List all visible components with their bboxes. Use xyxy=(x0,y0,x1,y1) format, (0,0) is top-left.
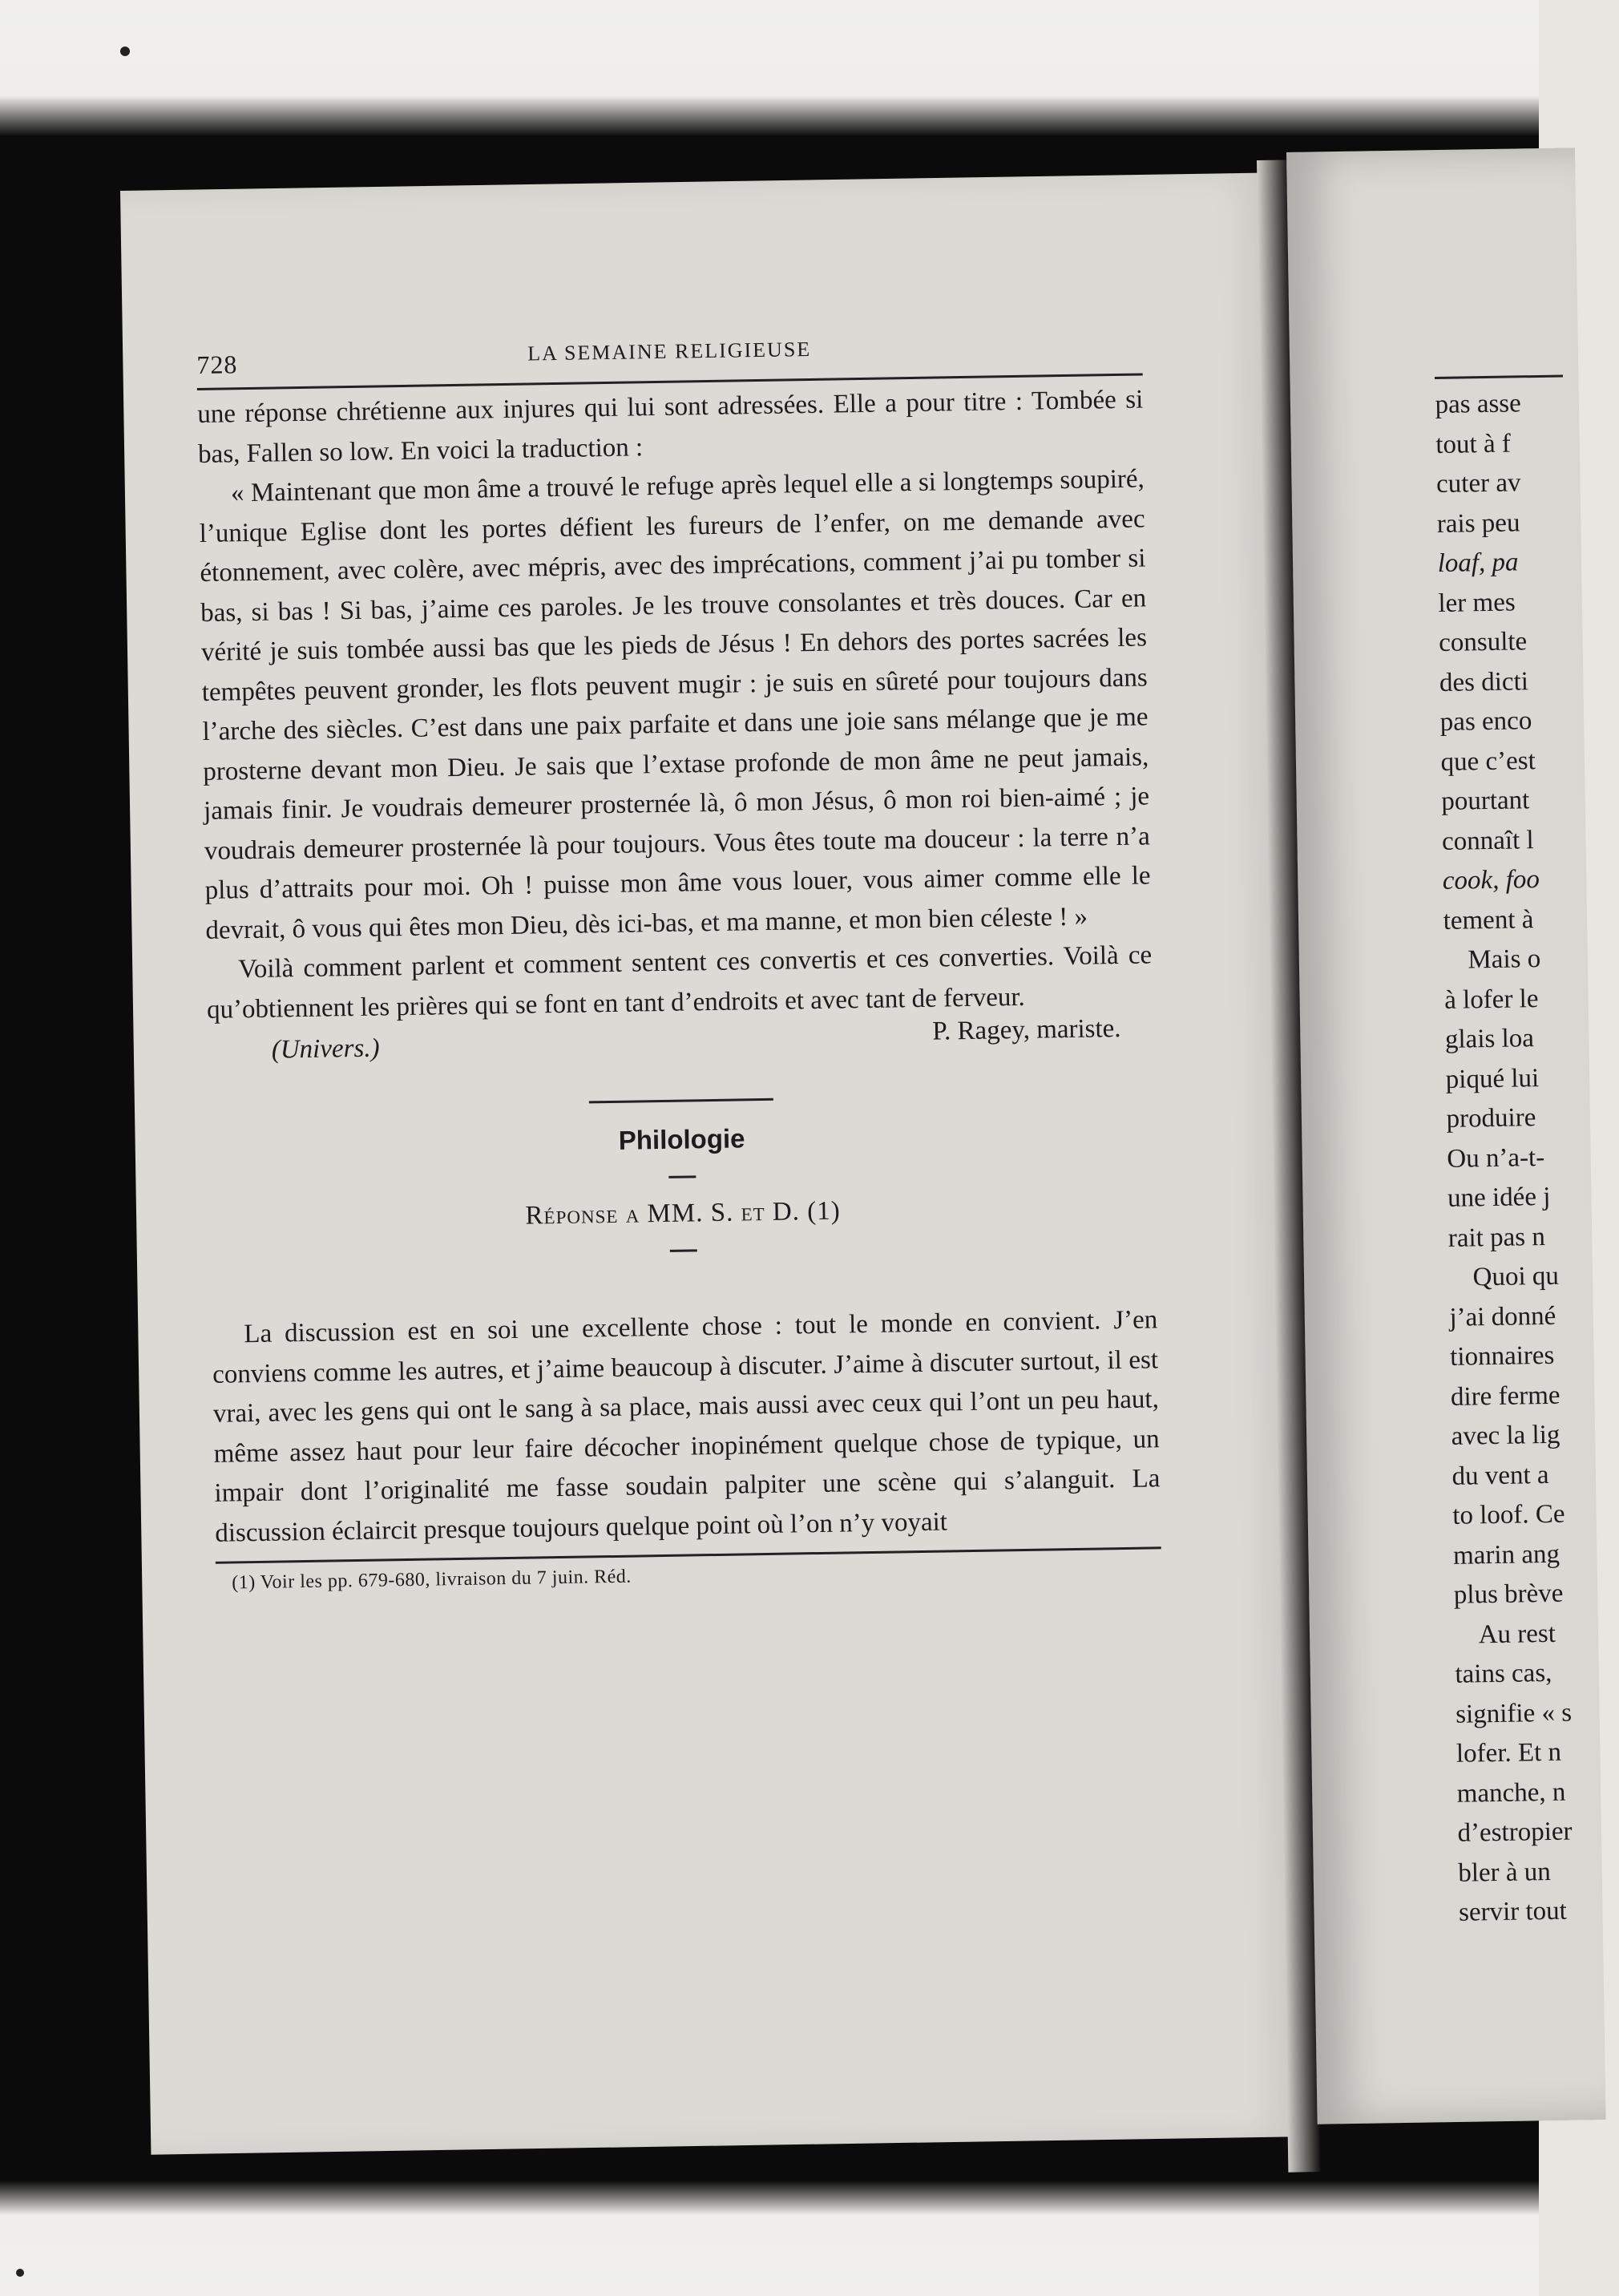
text-line: manche, n xyxy=(1456,1777,1566,1809)
text-line: consulte xyxy=(1438,627,1528,657)
text-line: j’ai donné xyxy=(1449,1301,1556,1332)
left-page-content xyxy=(196,329,1161,1597)
text-line: marin ang xyxy=(1452,1539,1560,1570)
text-line: connaît l xyxy=(1441,825,1534,856)
text-line: que c’est xyxy=(1440,746,1536,777)
scan-top-margin xyxy=(0,0,1539,136)
text-line: à lofer le xyxy=(1443,984,1539,1015)
text-line: lofer. Et n xyxy=(1455,1737,1562,1768)
text-line: rait pas n xyxy=(1447,1222,1546,1253)
text-line: d’estropier xyxy=(1457,1817,1573,1848)
text-line: servir tout xyxy=(1458,1896,1568,1927)
paragraph: La discussion est en soi une excellente chose : tout le monde en convient. J’en conviens comme les autres, et j’aime beaucoup à discuter. J’aime à discuter surtout, il est vrai, avec les gens qui ont le sang à sa place, mais aussi avec ceux qui l’ont un peu haut, même assez haut pour leur faire décocher inopinément quelque chose de typique, un impair dont l’originalité me fasse soudain palpiter une scène qui s’alanguit. La discussion éclaircit presque toujours quelque point où l’on n’y voyait xyxy=(212,1305,1161,1548)
footnote: (1) Voir les pp. 679-680, livraison du 7 juin. Réd. xyxy=(232,1566,632,1594)
page-number: 728 xyxy=(196,349,238,379)
text-line: Ou n’a-t- xyxy=(1447,1142,1545,1174)
running-head-title: LA SEMAINE RELIGIEUSE xyxy=(527,337,812,366)
subtitle-dash xyxy=(670,1249,697,1252)
text-line: rais peu xyxy=(1436,507,1520,539)
section-title: Philologie xyxy=(618,1123,745,1155)
author-name: P. Ragey, mariste. xyxy=(932,1013,1121,1046)
dust-speck xyxy=(16,2269,24,2277)
article-philologie xyxy=(212,1300,1161,1553)
text-line: dire ferme xyxy=(1450,1380,1560,1412)
text-line: loaf, pa xyxy=(1437,548,1519,578)
section-subtitle: Réponse a MM. S. et D. (1) xyxy=(525,1196,841,1231)
text-line: bler à un xyxy=(1458,1857,1552,1888)
text-line: Au rest xyxy=(1478,1619,1556,1649)
text-line: to loof. Ce xyxy=(1452,1499,1565,1530)
scan-bottom-margin xyxy=(0,2181,1539,2296)
text-line: tement à xyxy=(1443,904,1534,936)
text-line: glais loa xyxy=(1444,1024,1535,1054)
article-conversion xyxy=(197,380,1153,1071)
text-line: Mais o xyxy=(1468,944,1541,975)
text-line: Quoi qu xyxy=(1472,1261,1560,1292)
paragraph: une réponse chrétienne aux injures qui lui sont adressées. Elle a pour titre : Tombée si bas, Fallen so low. En voici la traduction : xyxy=(197,385,1144,469)
text-line: une idée j xyxy=(1447,1182,1551,1213)
text-line: plus brève xyxy=(1453,1578,1564,1610)
text-line: tionnaires xyxy=(1449,1340,1555,1372)
text-line: avec la lig xyxy=(1451,1420,1560,1451)
text-line: ler mes xyxy=(1438,587,1516,618)
text-line: tout à f xyxy=(1435,429,1512,459)
text-line: cuter av xyxy=(1435,468,1521,499)
text-line: produire xyxy=(1446,1103,1536,1134)
right-page-content xyxy=(1435,374,1619,1933)
text-line: des dicti xyxy=(1439,666,1529,697)
text-line: signifie « s xyxy=(1455,1698,1573,1729)
quoted-paragraph: « Maintenant que mon âme a trouvé le refuge après lequel elle a si longtemps soupiré, l’unique Eglise dont les portes défient les fureurs de l’enfer, on me demande avec étonnement, avec colère, avec mépris, avec des imprécations, comment j’ai pu tomber si bas, si bas ! Si bas, j’aime ces paroles. Je les trouve consolantes et très douces. Car en vérité je suis tombée aussi bas que les pieds de Jésus ! En dehors des portes sacrées les tempêtes peuvent gronder, les flots peuvent mugir : je suis en sûreté pour toujours dans l’arche des siècles. C’est dans une paix parfaite et dans une joie sans mélange que je me prosterne devant mon Dieu. Je sais que l’extase profonde de mon âme ne peut jamais, jamais finir. Je voudrais demeurer prosternée là, ô mon Jésus, ô mon roi bien-aimé ; je voudrais demeurer prosternée là pour toujours. Vous êtes toute ma douceur : la terre n’a plus d’attraits pour moi. Oh ! puisse mon âme vous louer, vous aimer comme elle le devrait, ô vous qui êtes mon Dieu, dès ici-bas, et ma manne, et mon bien céleste ! » xyxy=(199,464,1151,945)
text-line: du vent a xyxy=(1451,1460,1549,1491)
running-head xyxy=(196,329,1143,390)
text-line: pas asse xyxy=(1435,389,1522,419)
dust-speck xyxy=(120,46,130,56)
section-divider xyxy=(589,1098,773,1104)
text-line: pourtant xyxy=(1441,786,1530,816)
paragraph: Voilà comment parlent et comment sentent ces convertis et ces converties. Voilà ce qu’obtiennent les prières qui se font en tant d’endroits et avec tant de ferveur. xyxy=(206,940,1153,1025)
text-line: piqué lui xyxy=(1445,1063,1540,1094)
title-dash xyxy=(668,1175,696,1178)
text-line: tains cas, xyxy=(1455,1658,1552,1689)
text-line: cook, foo xyxy=(1442,865,1540,895)
source-citation: (Univers.) xyxy=(271,1033,380,1065)
text-line: pas enco xyxy=(1439,706,1532,737)
